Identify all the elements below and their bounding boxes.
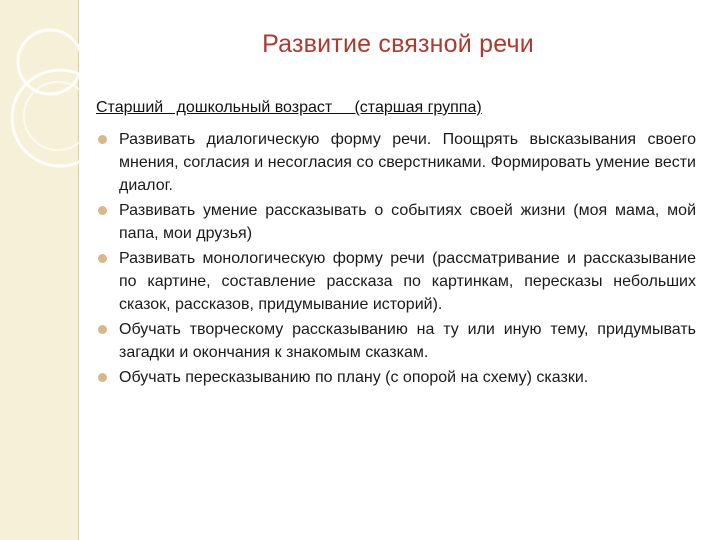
slide-title: Развитие связной речи — [262, 30, 534, 58]
bullet-item — [96, 366, 696, 389]
bullet-list — [96, 128, 696, 391]
bullet-text: Обучать творческому рассказыванию на ту или иную тему, придумывать загадки и окончания к знакомым сказкам. — [119, 321, 696, 361]
slide-subtitle: Старший дошкольный возраст (старшая группа) — [96, 99, 482, 116]
bullet-item — [96, 199, 696, 245]
bullet-text: Развивать диалогическую форму речи. Поощрять высказывания своего мнения, согласия и несогласия со сверстниками. Формировать умение вести диалог. — [119, 131, 696, 194]
bullet-item — [96, 318, 696, 364]
bullet-icon — [98, 373, 107, 382]
bullet-icon — [98, 325, 107, 334]
bullet-item — [96, 247, 696, 316]
bullet-icon — [98, 254, 107, 263]
bullet-icon — [98, 135, 107, 144]
bullet-text: Развивать монологическую форму речи (рассматривание и рассказывание по картине, составление рассказа по картинкам, пересказы небольших сказок, рассказов, придумывание историй). — [119, 250, 696, 313]
bullet-item — [96, 128, 696, 197]
bullet-text: Обучать пересказыванию по плану (с опорой на схему) сказки. — [119, 369, 589, 386]
bullet-icon — [98, 206, 107, 215]
bullet-text: Развивать умение рассказывать о событиях своей жизни (моя мама, мой папа, мои друзья) — [119, 202, 696, 242]
